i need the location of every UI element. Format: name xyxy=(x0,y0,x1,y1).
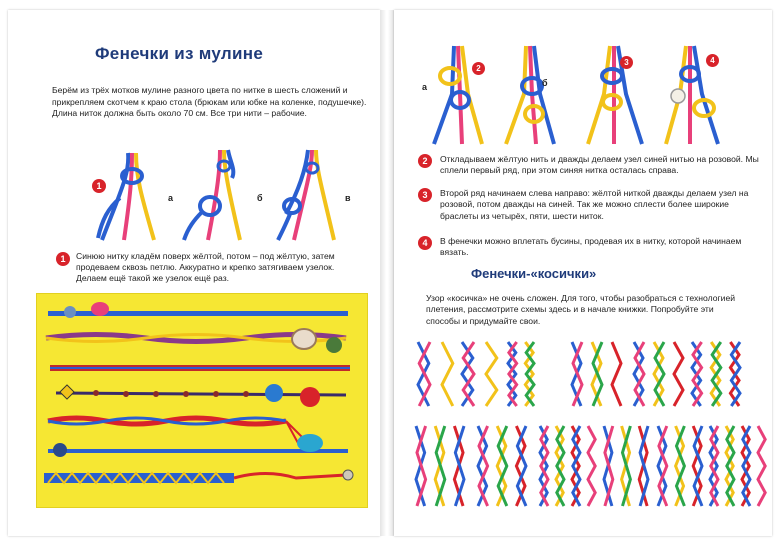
step-4 xyxy=(422,236,762,259)
figure-label-b-right: б xyxy=(542,78,548,88)
figure-number-1: 1 xyxy=(92,179,106,193)
braid-scheme-8 xyxy=(478,426,526,506)
step-number-3: 3 xyxy=(418,188,432,202)
braid-thread xyxy=(659,426,667,506)
step-number-1: 1 xyxy=(56,252,70,266)
braid-diagrams xyxy=(412,340,764,512)
bead-icon xyxy=(671,89,685,103)
figure-label-a: а xyxy=(168,193,174,203)
button-bead-icon xyxy=(326,337,342,353)
braid-thread xyxy=(588,426,595,506)
braid-thread xyxy=(573,342,582,406)
braid-thread xyxy=(417,426,426,506)
braid-scheme-9 xyxy=(540,426,595,506)
knot-figure-3 xyxy=(588,46,642,144)
braid-thread xyxy=(479,426,488,506)
braid-thread xyxy=(635,342,644,406)
braid-thread xyxy=(498,426,507,506)
book-gutter xyxy=(380,10,394,536)
step3-text: Второй ряд начинаем слева направо: жёлтой ниткой дважды делаем узел на розовой, потом дважды на синей. Так же можно сплести более широкие браслеты из четырёх, пяти, шести ниток. xyxy=(440,188,749,221)
knot-illustration-2 xyxy=(420,44,740,154)
figure-number-3: 3 xyxy=(620,56,633,69)
diamond-bead-icon xyxy=(60,385,74,399)
braid-thread xyxy=(455,426,464,506)
knot-illustration-1 xyxy=(90,148,370,248)
page-title: Фенечки из мулине xyxy=(95,44,264,63)
round-bead-icon xyxy=(265,384,283,402)
figure-number-2: 2 xyxy=(472,62,485,75)
intro-paragraph: Берём из трёх мотков мулине разного цвета по нитке в шесть сложений и прикрепляем скотчем к краю стола (брюкам или юбке на коленке, подушечке). Длина ниток должна быть около 70 см. Все три нити – рабочие. xyxy=(52,85,367,119)
braid-thread xyxy=(655,342,664,406)
step-number-2: 2 xyxy=(418,154,432,168)
figure-label-v: в xyxy=(345,193,351,203)
kosichki-intro: Узор «косичка» не очень сложен. Для того, чтобы разобраться с технологией плетения, рассмотрите схемы здесь и в начале книжки. Попробуйте эти способы и придумайте свои. xyxy=(426,293,736,326)
braid-scheme-5 xyxy=(634,342,683,406)
braid-thread xyxy=(442,342,453,406)
knot-figure-v xyxy=(278,150,334,240)
braid-thread xyxy=(694,426,702,506)
braid-scheme-3 xyxy=(508,342,534,406)
step-3 xyxy=(422,188,762,222)
figure-number-4: 4 xyxy=(706,54,719,67)
braid-scheme-11 xyxy=(658,426,702,506)
step-2 xyxy=(422,154,762,177)
braid-scheme-2 xyxy=(462,342,497,406)
knot-figure-b xyxy=(184,150,240,240)
braid-thread xyxy=(463,342,474,406)
fish-bead-icon xyxy=(91,302,109,316)
braid-thread xyxy=(674,342,683,406)
braid-thread xyxy=(486,342,497,406)
shell-bead-icon xyxy=(292,329,316,349)
section-title-kosichki: Фенечки-«косички» xyxy=(471,266,597,281)
braid-thread xyxy=(676,426,684,506)
whale-bead-icon xyxy=(297,434,323,452)
braid-thread xyxy=(436,426,445,506)
knot-figure-2a xyxy=(434,46,482,144)
braid-scheme-12 xyxy=(710,426,765,506)
bracelets-photo xyxy=(36,293,366,506)
braid-scheme-4 xyxy=(572,342,621,406)
braid-thread xyxy=(612,342,621,406)
bead-icon xyxy=(64,306,76,318)
braid-thread xyxy=(517,426,526,506)
braid-scheme-6 xyxy=(692,342,740,406)
braid-thread xyxy=(419,342,430,406)
bead-end-icon xyxy=(343,470,353,480)
figure-label-a-right: а xyxy=(422,82,428,92)
knot-figure-a xyxy=(98,153,154,240)
flower-bead-icon xyxy=(53,443,67,457)
step4-text: В фенечки можно вплетать бусины, продевая их в нитку, которой начинаем вязать. xyxy=(440,236,742,258)
step1-text: Синюю нитку кладём поверх жёлтой, потом – под жёлтую, затем продеваем сквозь петлю. Аккуратно и крепко затягиваем узелок. Делаем ещё такой же узелок ещё раз. xyxy=(76,251,335,284)
step-number-4: 4 xyxy=(418,236,432,250)
figure-label-b: б xyxy=(257,193,263,203)
braid-scheme-7 xyxy=(416,426,464,506)
step2-text: Откладываем жёлтую нить и дважды делаем узел синей нитью на розовой. Мы сплели первый ряд, при этом синяя нитка осталась справа. xyxy=(440,154,759,176)
braid-scheme-10 xyxy=(604,426,648,506)
braid-thread xyxy=(593,342,602,406)
braid-scheme-1 xyxy=(418,342,453,406)
round-bead-red-icon xyxy=(300,387,320,407)
braid-thread xyxy=(758,426,765,506)
knot-figure-2b xyxy=(506,46,554,144)
